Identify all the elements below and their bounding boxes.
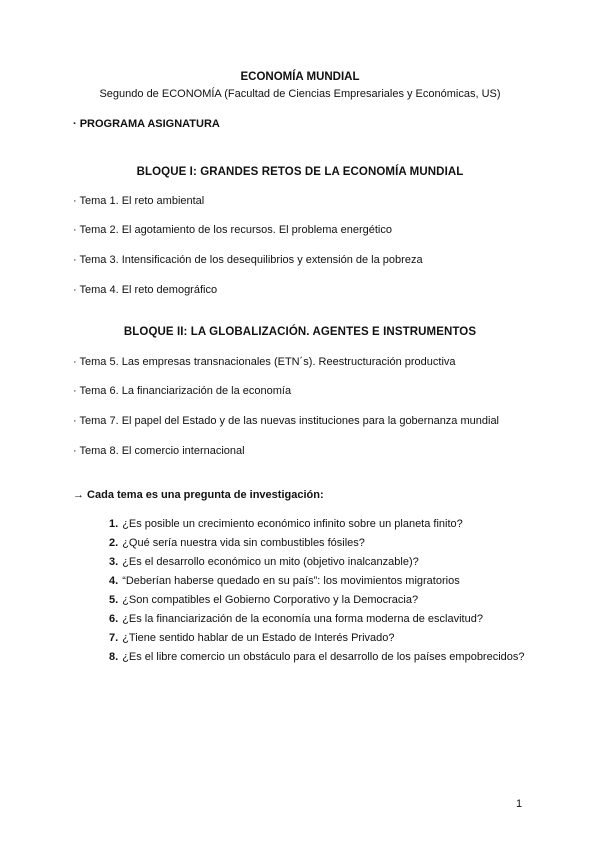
tema-item: · Tema 1. El reto ambiental — [73, 195, 205, 207]
tema-item: · Tema 5. Las empresas transnacionales (ETN´s). Reestructuración productiva — [73, 356, 456, 368]
question-item — [109, 591, 525, 610]
question-number: 6. — [109, 613, 119, 625]
question-text: ¿Qué sería nuestra vida sin combustibles fósiles? — [122, 537, 365, 549]
question-number: 4. — [109, 575, 119, 587]
question-item — [109, 610, 525, 629]
tema-item: · Tema 3. Intensificación de los desequilibrios y extensión de la pobreza — [73, 254, 423, 266]
question-item — [109, 553, 525, 572]
question-text: ¿Tiene sentido hablar de un Estado de Interés Privado? — [122, 632, 395, 644]
question-item — [109, 629, 525, 648]
question-item — [109, 648, 525, 667]
bloque-2-heading: BLOQUE II: LA GLOBALIZACIÓN. AGENTES E INSTRUMENTOS — [123, 326, 477, 338]
question-number: 7. — [109, 632, 119, 644]
programa-heading: · PROGRAMA ASIGNATURA — [73, 118, 220, 130]
question-text: ¿Son compatibles el Gobierno Corporativo y la Democracia? — [122, 594, 419, 606]
document-title: ECONOMÍA MUNDIAL — [240, 71, 360, 83]
bloque-1-heading: BLOQUE I: GRANDES RETOS DE LA ECONOMÍA MUNDIAL — [136, 166, 464, 178]
tema-item: · Tema 6. La financiarización de la economía — [73, 385, 292, 397]
tema-item: · Tema 2. El agotamiento de los recursos. El problema energético — [73, 224, 392, 236]
questions-intro: → Cada tema es una pregunta de investigación: — [73, 489, 324, 501]
question-text: ¿Es el desarrollo económico un mito (objetivo inalcanzable)? — [122, 556, 419, 568]
question-number: 1. — [109, 518, 119, 530]
tema-item: · Tema 8. El comercio internacional — [73, 445, 245, 457]
question-number: 8. — [109, 651, 119, 663]
page-number: 1 — [516, 798, 523, 810]
tema-item: · Tema 4. El reto demográfico — [73, 284, 218, 296]
question-item — [109, 572, 525, 591]
questions-list — [109, 515, 525, 667]
question-item — [109, 534, 525, 553]
question-text: ¿Es el libre comercio un obstáculo para el desarrollo de los países empobrecidos? — [122, 651, 525, 663]
document-subtitle: Segundo de ECONOMÍA (Facultad de Ciencias Empresariales y Económicas, US) — [99, 88, 501, 100]
question-text: ¿Es posible un crecimiento económico infinito sobre un planeta finito? — [122, 518, 463, 530]
question-number: 5. — [109, 594, 119, 606]
question-number: 2. — [109, 537, 119, 549]
question-text: ¿Es la financiarización de la economía una forma moderna de esclavitud? — [122, 613, 483, 625]
tema-item: · Tema 7. El papel del Estado y de las nuevas instituciones para la gobernanza mundial — [73, 415, 500, 427]
question-item — [109, 515, 525, 534]
question-text: “Deberían haberse quedado en su país”: los movimientos migratorios — [122, 575, 460, 587]
question-number: 3. — [109, 556, 119, 568]
